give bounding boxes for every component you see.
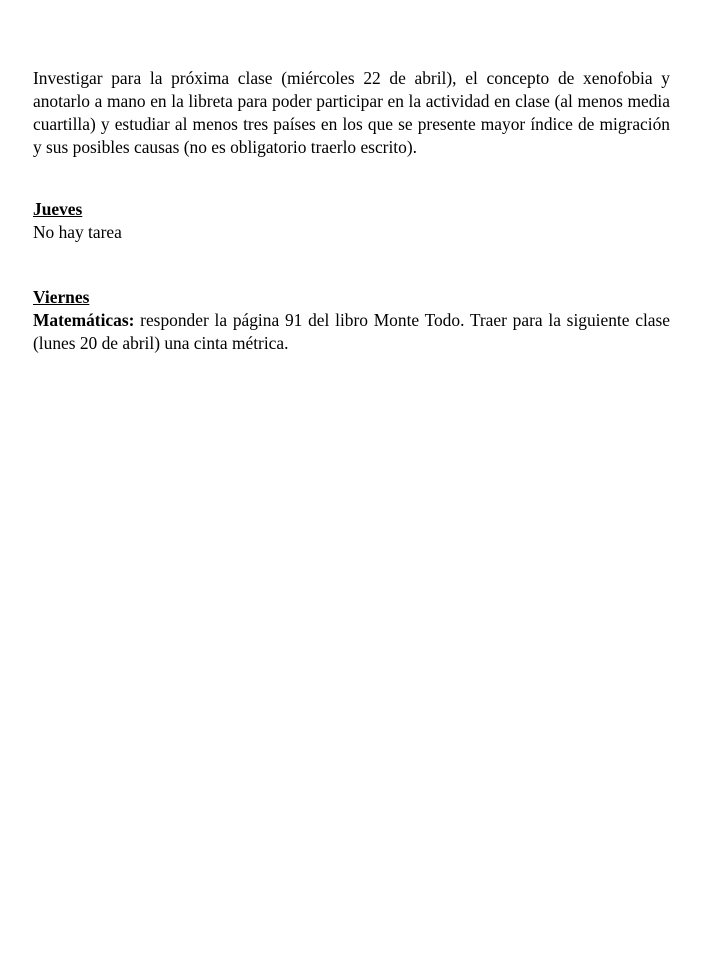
section-jueves [33, 198, 670, 244]
subject-label: Matemáticas: [33, 310, 135, 330]
section-viernes [33, 286, 670, 355]
intro-paragraph: Investigar para la próxima clase (miércoles 22 de abril), el concepto de xenofobia y anotarlo a mano en la libreta para poder participar en la actividad en clase (al menos media cuartilla) y estudiar al menos tres países en los que se presente mayor índice de migración y sus posibles causas (no es obligatorio traerlo escrito). [33, 68, 670, 157]
section-heading-jueves: Jueves [33, 199, 83, 219]
viernes-paragraph [33, 309, 670, 355]
viernes-text: responder la página 91 del libro Monte Todo. Traer para la siguiente clase (lunes 20 de abril) una cinta métrica. [33, 310, 670, 353]
jueves-text: No hay tarea [33, 222, 122, 242]
section-heading-viernes: Viernes [33, 287, 90, 307]
document-body [33, 67, 670, 355]
